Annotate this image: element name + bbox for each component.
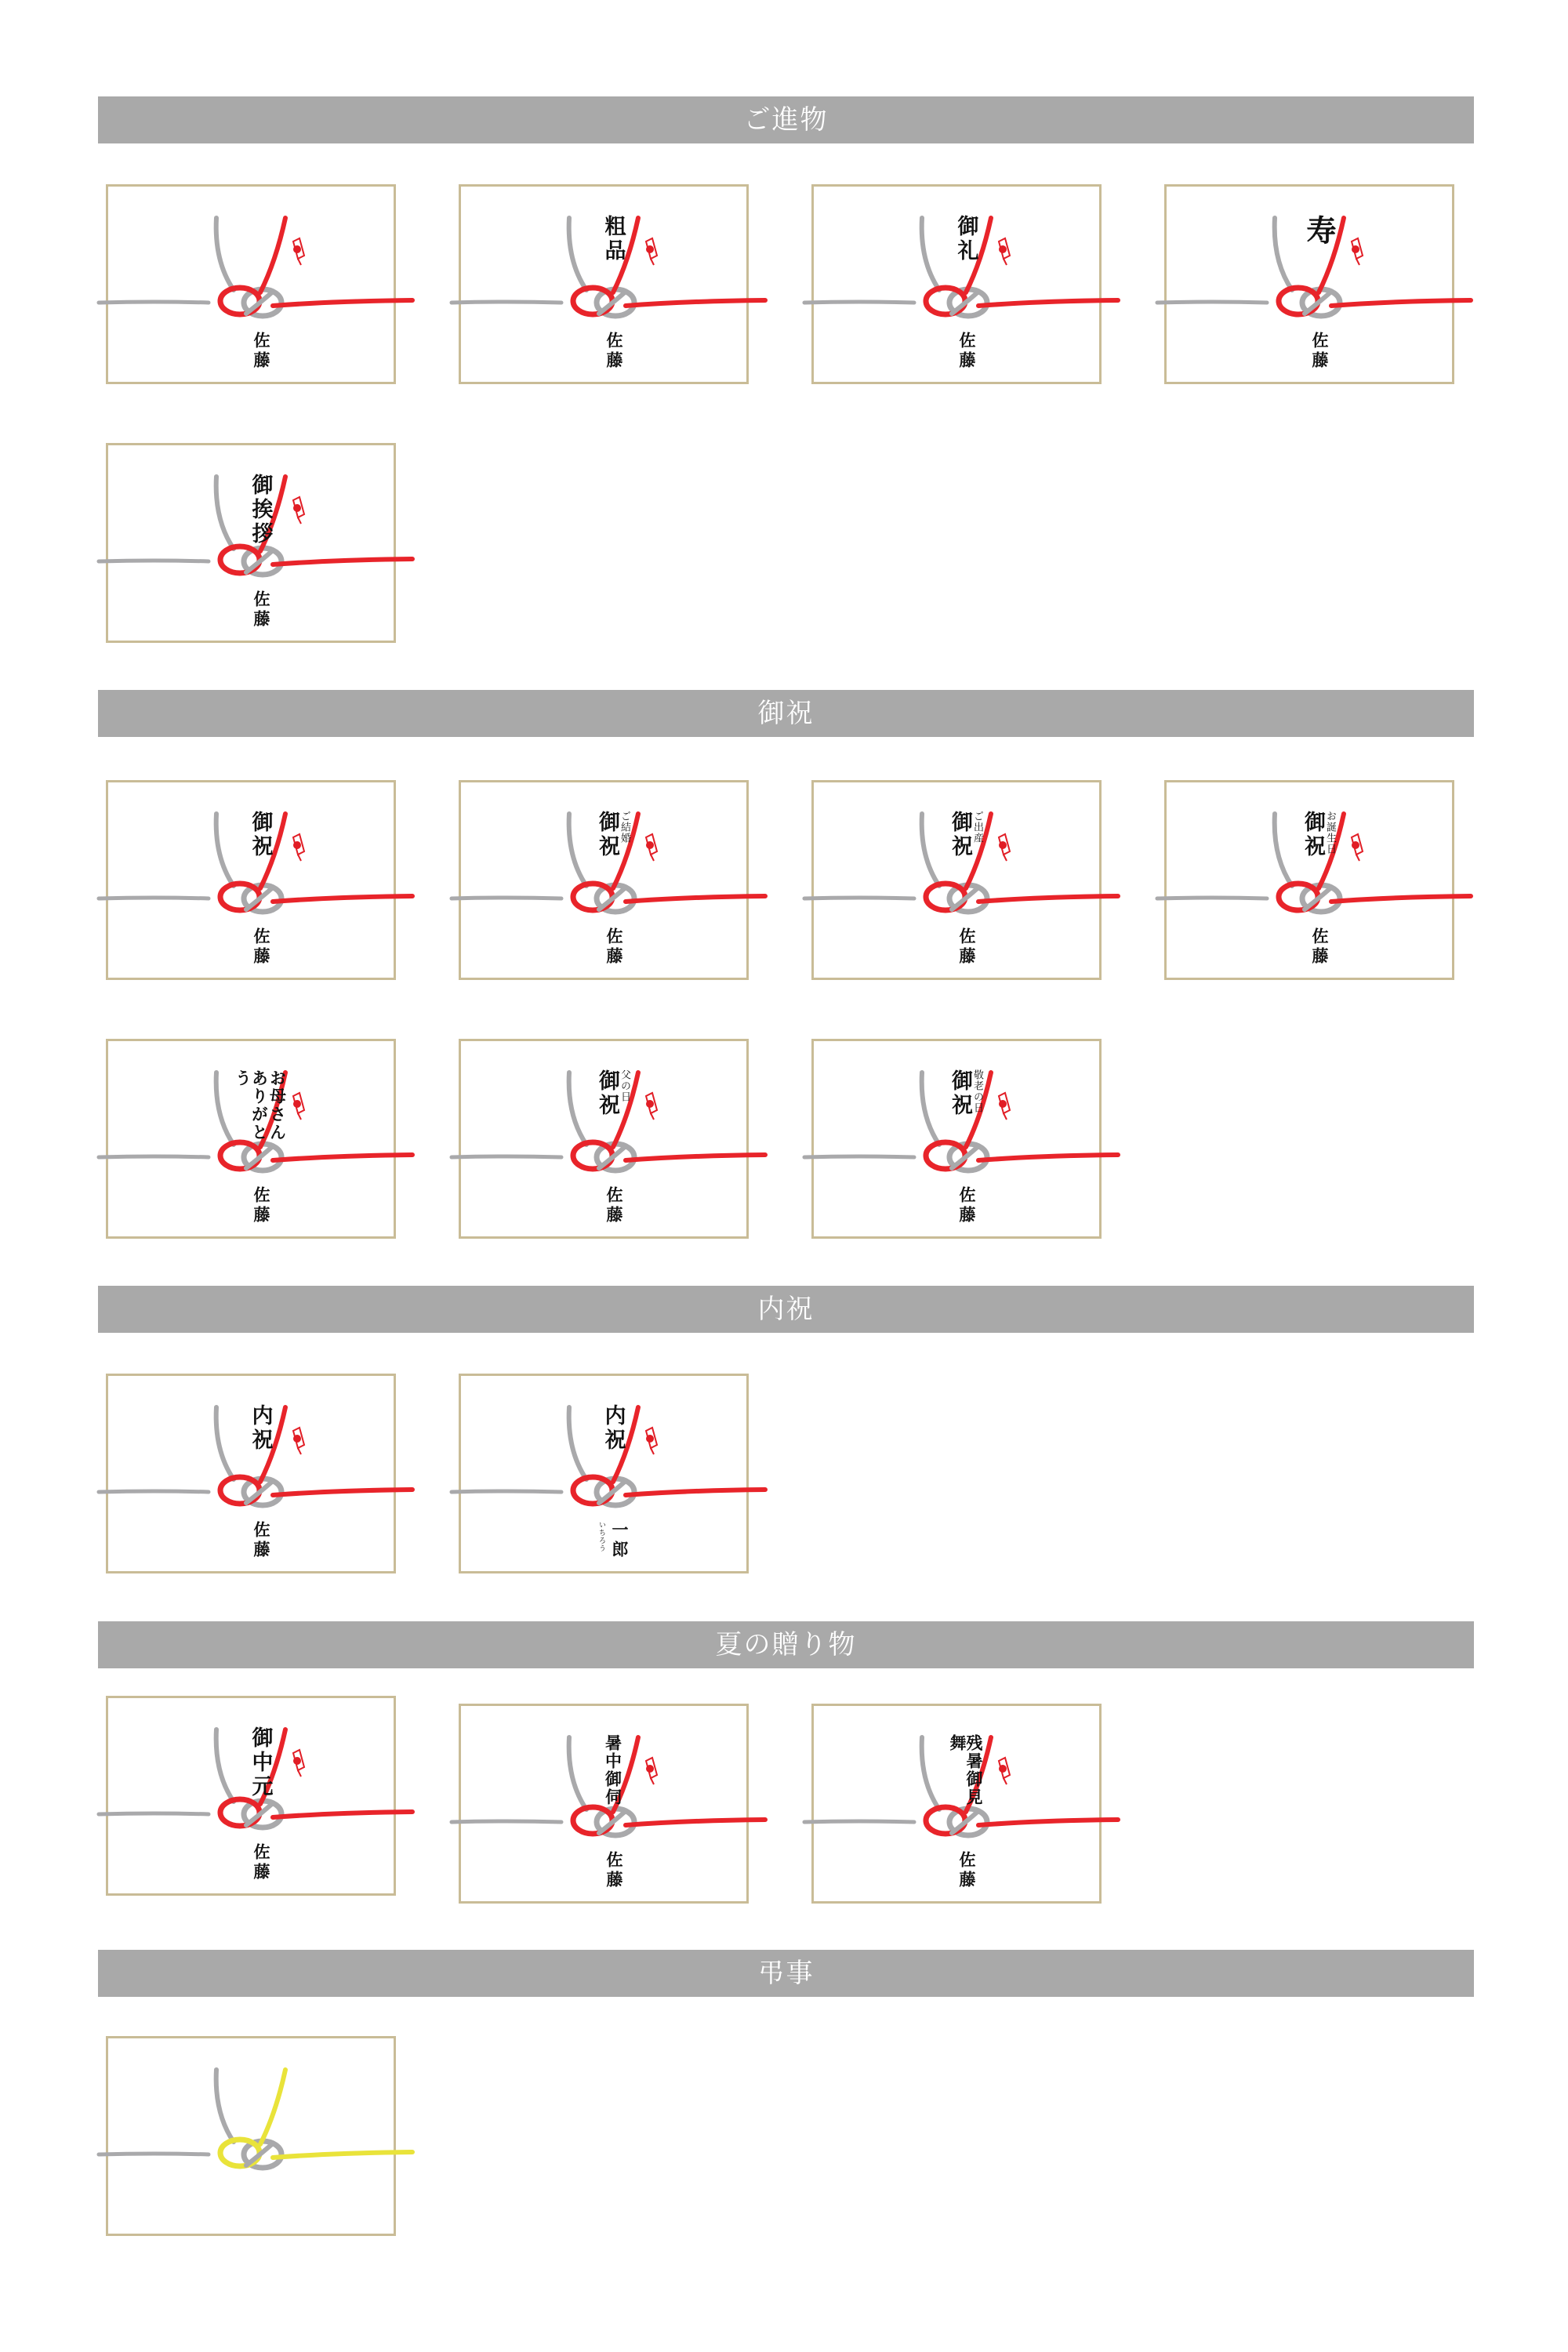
silver-cord-end (569, 1073, 586, 1145)
name-block (943, 332, 990, 379)
silver-cord-left (804, 1156, 914, 1157)
giver-name: 佐藤 (252, 1186, 271, 1225)
noshi-icon (293, 1428, 304, 1454)
noshi-icon (293, 497, 304, 524)
section-header: ご進物 (98, 96, 1474, 143)
noshi-card[interactable] (1164, 184, 1454, 384)
section-header: 内祝 (98, 1286, 1474, 1333)
noshi-icon (646, 834, 657, 861)
noshi-card[interactable] (811, 1039, 1102, 1239)
giver-name: 佐藤 (957, 1186, 977, 1225)
noshi-card[interactable] (459, 1039, 749, 1239)
giver-name: 佐藤 (252, 1521, 271, 1560)
silver-cord-end (216, 477, 234, 549)
omotegaki (1292, 811, 1345, 897)
name-block (1296, 332, 1343, 379)
noshi-card[interactable] (459, 1374, 749, 1573)
noshi-card[interactable] (106, 443, 396, 643)
noshi-icon (999, 1093, 1010, 1120)
noshi-icon (293, 834, 304, 861)
name-block (238, 332, 285, 379)
color-cord-end (260, 218, 285, 292)
omotegaki-text: 内祝 (601, 1404, 626, 1453)
noshi-icon (646, 1758, 657, 1784)
name-block (590, 927, 637, 975)
color-cord-right (273, 2152, 412, 2158)
name-block (943, 927, 990, 975)
noshi-icon (1352, 834, 1363, 861)
omotegaki (586, 215, 640, 301)
omotegaki (939, 811, 993, 897)
silver-cord-left (99, 1491, 209, 1492)
omotegaki-text: お母さん (267, 1069, 288, 1142)
name-block (238, 1521, 285, 1568)
giver-name: 佐藤 (957, 927, 977, 967)
noshi-card[interactable] (459, 184, 749, 384)
giver-name: 佐藤 (252, 332, 271, 371)
name-block (590, 1521, 637, 1568)
noshi-card[interactable] (811, 780, 1102, 980)
omotegaki-text: 御祝 (595, 1069, 619, 1118)
name-block (238, 927, 285, 975)
noshi-card[interactable] (106, 1039, 396, 1239)
giver-name: 佐藤 (604, 1186, 624, 1225)
omotegaki (234, 1726, 287, 1813)
color-cord-right (626, 896, 765, 902)
silver-cord-left (452, 1491, 561, 1492)
giver-name: 佐藤 (957, 1851, 977, 1890)
omotegaki (939, 1734, 993, 1820)
section-header: 弔事 (98, 1950, 1474, 1997)
omotegaki-text: 寿 (1301, 215, 1337, 248)
omotegaki-prefix: お誕生日 (1324, 811, 1336, 855)
giver-name: 佐藤 (604, 332, 624, 371)
mizuhiki-cord (99, 2038, 412, 2238)
omotegaki (586, 1734, 640, 1820)
giver-name: 佐藤 (1310, 332, 1330, 371)
section-header: 御祝 (98, 690, 1474, 737)
silver-cord-end (922, 218, 939, 290)
omotegaki (939, 215, 993, 301)
omotegaki-prefix: ご結婚 (619, 811, 630, 844)
noshi-card[interactable] (106, 1696, 396, 1896)
silver-cord-end (216, 2070, 234, 2142)
silver-cord-end (922, 1737, 939, 1809)
omotegaki (586, 1069, 640, 1156)
name-block (1296, 927, 1343, 975)
color-cord-right (273, 1490, 412, 1495)
omotegaki (234, 474, 287, 560)
giver-name: 佐藤 (604, 1851, 624, 1890)
noshi-card[interactable] (106, 2036, 396, 2236)
omotegaki-text: 御祝 (595, 811, 619, 859)
omotegaki-text: 粗品 (601, 215, 626, 263)
noshi-card[interactable] (1164, 780, 1454, 980)
noshi-icon (293, 1750, 304, 1777)
silver-cord-end (216, 1407, 234, 1479)
noshi-card[interactable] (459, 780, 749, 980)
silver-cord-end (922, 1073, 939, 1145)
silver-cord-left (804, 1821, 914, 1822)
omotegaki-text: 暑中御伺 (603, 1734, 623, 1806)
omotegaki-text: 御祝 (948, 811, 972, 859)
omotegaki-prefix: 敬老の日 (971, 1069, 983, 1113)
giver-name: 佐藤 (252, 590, 271, 630)
giver-name: 佐藤 (252, 927, 271, 967)
omotegaki (234, 1404, 287, 1490)
color-cord-right (978, 300, 1118, 306)
noshi-icon (646, 1093, 657, 1120)
silver-cord-left (452, 302, 561, 303)
color-cord-right (273, 896, 412, 902)
noshi-card[interactable] (106, 1374, 396, 1573)
silver-cord-left (99, 302, 209, 303)
silver-cord-left (99, 1813, 209, 1814)
name-block (238, 590, 285, 637)
section-header: 夏の贈り物 (98, 1621, 1474, 1668)
silver-cord-left (1157, 302, 1267, 303)
color-cord-right (626, 1820, 765, 1825)
color-cord-right (978, 1155, 1118, 1160)
omotegaki (939, 1069, 993, 1156)
noshi-card[interactable] (106, 780, 396, 980)
noshi-card[interactable] (811, 184, 1102, 384)
name-ruby: いちろう (597, 1521, 605, 1552)
name-block (590, 1851, 637, 1898)
silver-cord-end (569, 1407, 586, 1479)
omotegaki (1292, 215, 1345, 301)
noshi-icon (999, 238, 1010, 265)
noshi-card[interactable] (106, 184, 396, 384)
color-cord-right (1331, 896, 1471, 902)
name-block (590, 332, 637, 379)
color-cord-right (273, 300, 412, 306)
giver-name: 佐藤 (604, 927, 624, 967)
silver-cord-left (452, 1156, 561, 1157)
omotegaki-prefix: 父の日 (619, 1069, 630, 1102)
omotegaki-text: 内祝 (248, 1404, 273, 1453)
name-block (238, 1186, 285, 1233)
silver-cord-end (1275, 814, 1292, 886)
color-cord-right (626, 1490, 765, 1495)
noshi-icon (999, 1758, 1010, 1784)
color-cord-right (1331, 300, 1471, 306)
silver-cord-end (1275, 218, 1292, 290)
giver-name: 一郎 (610, 1521, 630, 1560)
name-block (943, 1186, 990, 1233)
color-cord-right (273, 1155, 412, 1160)
color-cord-right (978, 1820, 1118, 1825)
omotegaki-text: 御挨拶 (248, 474, 273, 546)
omotegaki (586, 1404, 640, 1490)
noshi-icon (646, 238, 657, 265)
giver-name: 佐藤 (252, 1843, 271, 1882)
silver-cord-end (216, 1073, 234, 1145)
silver-cord-left (804, 302, 914, 303)
noshi-icon (646, 1428, 657, 1454)
noshi-icon (293, 238, 304, 265)
omotegaki-text: 御中元 (248, 1726, 273, 1799)
silver-cord-end (569, 1737, 586, 1809)
silver-cord-end (216, 814, 234, 886)
omotegaki-text: ありがとう (233, 1069, 270, 1142)
silver-cord-end (569, 218, 586, 290)
silver-cord-end (216, 218, 234, 290)
color-cord-end (260, 2070, 285, 2144)
giver-name: 佐藤 (957, 332, 977, 371)
noshi-icon (999, 834, 1010, 861)
omotegaki (234, 1069, 287, 1156)
giver-name: 佐藤 (1310, 927, 1330, 967)
omotegaki-text: 御祝 (1301, 811, 1325, 859)
name-block (238, 1843, 285, 1890)
noshi-icon (293, 1093, 304, 1120)
color-cord-right (273, 559, 412, 564)
omotegaki (586, 811, 640, 897)
noshi-card[interactable] (459, 1704, 749, 1904)
omotegaki (234, 811, 287, 897)
omotegaki-text: 残暑御見舞 (948, 1734, 984, 1806)
noshi-card[interactable] (811, 1704, 1102, 1904)
color-cord-right (626, 300, 765, 306)
omotegaki-text: 御礼 (953, 215, 978, 263)
color-cord-right (978, 896, 1118, 902)
color-cord-right (273, 1812, 412, 1817)
omotegaki-prefix: ご出産 (971, 811, 983, 844)
color-cord-right (626, 1155, 765, 1160)
noshi-icon (1352, 238, 1363, 265)
omotegaki-text: 御祝 (948, 1069, 972, 1118)
name-block (943, 1851, 990, 1898)
name-block (590, 1186, 637, 1233)
omotegaki-text: 御祝 (248, 811, 273, 859)
silver-cord-left (452, 1821, 561, 1822)
silver-cord-end (569, 814, 586, 886)
silver-cord-end (216, 1730, 234, 1802)
silver-cord-end (922, 814, 939, 886)
silver-cord-left (99, 1156, 209, 1157)
